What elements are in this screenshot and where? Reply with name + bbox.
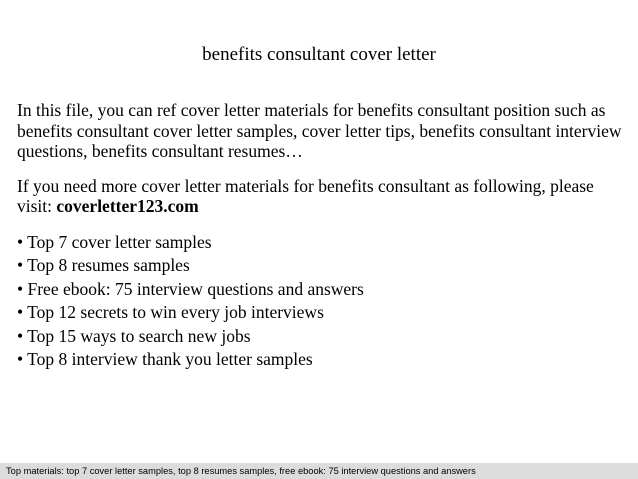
intro-paragraph: In this file, you can ref cover letter materials for benefits consultant position such as benefits consultant cover letter samples, cover letter tips, benefits consultant interview questions, benefits consultant resumes… [17, 100, 622, 161]
list-item: • Top 7 cover letter samples [17, 231, 212, 252]
footer-text: Top materials: top 7 cover letter samples, top 8 resumes samples, free ebook: 75 interview questions and answers [6, 466, 476, 476]
list-item: • Top 8 resumes samples [17, 255, 190, 276]
more-materials-paragraph [17, 176, 622, 217]
list-item: • Free ebook: 75 interview questions and answers [17, 278, 364, 299]
list-item: • Top 15 ways to search new jobs [17, 325, 251, 346]
materials-list [17, 231, 622, 373]
list-item: • Top 8 interview thank you letter samples [17, 349, 313, 370]
document-body [17, 100, 622, 372]
footer-bar [0, 463, 638, 479]
more-materials-text: If you need more cover letter materials for benefits consultant as following, please visit: [17, 175, 594, 216]
list-item: • Top 12 secrets to win every job interviews [17, 302, 324, 323]
page-title: benefits consultant cover letter [202, 44, 436, 65]
website-link[interactable]: coverletter123.com [56, 196, 199, 216]
